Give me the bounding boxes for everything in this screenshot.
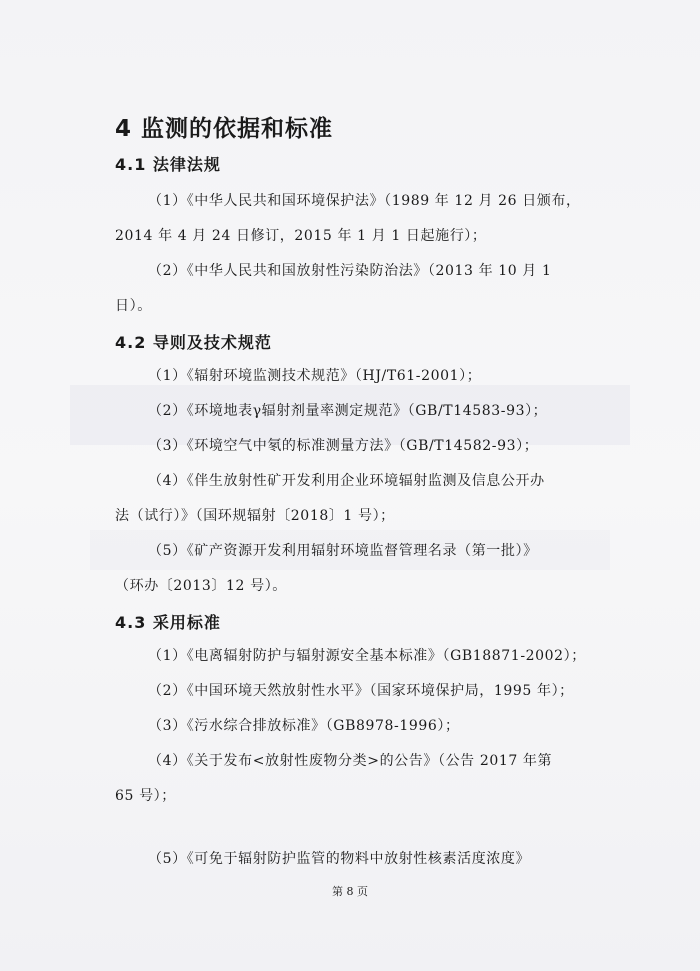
text-line: （环办〔2013〕12 号）。 bbox=[115, 578, 287, 594]
text-line: （2）《中国环境天然放射性水平》（国家环境保护局，1995 年）； bbox=[148, 683, 574, 699]
section-heading-4-1: 4.1 法律法规 bbox=[115, 155, 221, 174]
text-line: （5）《可免于辐射防护监管的物料中放射性核素活度浓度》 bbox=[148, 851, 531, 867]
chapter-heading: 4 监测的依据和标准 bbox=[115, 116, 334, 142]
text-line: （3）《污水综合排放标准》（GB8978-1996）； bbox=[148, 718, 460, 734]
text-line: 法（试行）》（国环规辐射〔2018〕1 号）； bbox=[115, 508, 395, 524]
text-line: （2）《环境地表γ辐射剂量率测定规范》（GB/T14583-93）； bbox=[148, 403, 548, 419]
text-line: 65 号）； bbox=[115, 788, 176, 804]
text-line: （1）《辐射环境监测技术规范》（HJ/T61-2001）； bbox=[148, 368, 482, 384]
text-line: （4）《关于发布<放射性废物分类>的公告》（公告 2017 年第 bbox=[148, 753, 553, 769]
section-heading-4-2: 4.2 导则及技术规范 bbox=[115, 333, 272, 352]
text-line: （1）《中华人民共和国环境保护法》（1989 年 12 月 26 日颁布， bbox=[148, 193, 581, 209]
text-line: （5）《矿产资源开发利用辐射环境监督管理名录（第一批）》 bbox=[148, 543, 538, 559]
section-heading-4-3: 4.3 采用标准 bbox=[115, 613, 221, 632]
text-line: 2014 年 4 月 24 日修订，2015 年 1 月 1 日起施行）； bbox=[115, 228, 487, 244]
text-line: （4）《伴生放射性矿开发利用企业环境辐射监测及信息公开办 bbox=[148, 473, 545, 489]
text-line: （1）《电离辐射防护与辐射源安全基本标准》（GB18871-2002）； bbox=[148, 648, 586, 664]
text-line: 日）。 bbox=[115, 298, 152, 314]
text-line: （2）《中华人民共和国放射性污染防治法》（2013 年 10 月 1 bbox=[148, 263, 552, 279]
page-number: 第 8 页 bbox=[332, 885, 368, 898]
text-line: （3）《环境空气中氡的标准测量方法》（GB/T14582-93）； bbox=[148, 438, 539, 454]
